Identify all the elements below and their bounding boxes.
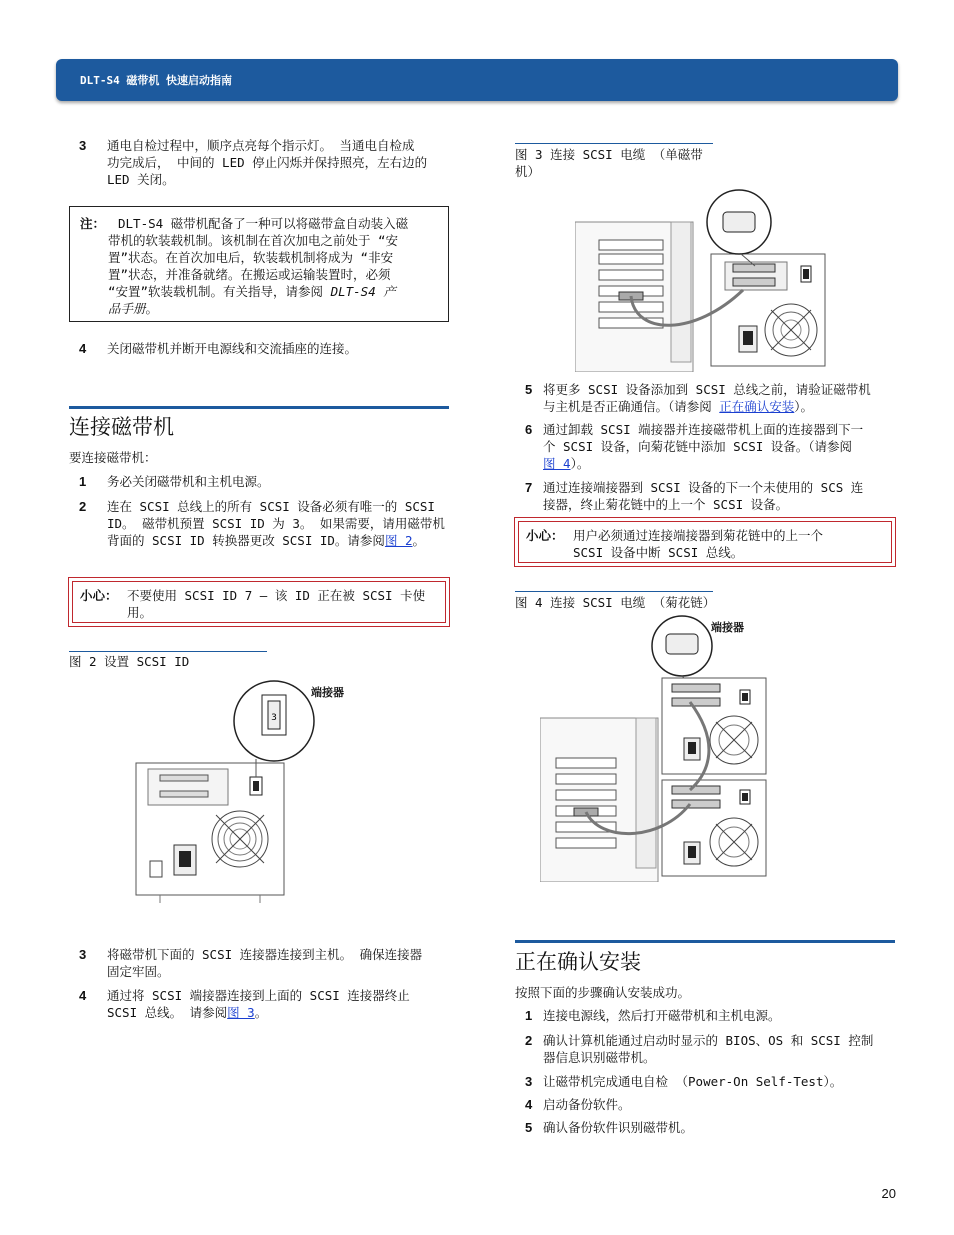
step-number: 4 [79,341,87,356]
caution-box [514,517,896,567]
step-line: 器信息识别磁带机。 [543,1050,656,1065]
step-number: 3 [79,947,87,962]
section-rule [515,940,895,943]
note-box [69,206,449,322]
step-number: 5 [525,1120,533,1135]
section-rule [69,406,449,409]
note-line: “安置”软装载机制。有关指导，请参阅 [108,284,331,299]
step-number: 1 [79,474,87,489]
header-title: DLT-S4 磁带机 快速启动指南 [80,74,232,87]
step-line: 功完成后， 中间的 LED 停止闪烁并保持照亮，左右边的 [107,155,428,170]
section-intro: 按照下面的步骤确认安装成功。 [515,985,691,1000]
figure-caption: 图 2 设置 SCSI ID [69,654,190,669]
step-number: 1 [525,1008,533,1023]
step-line: 个 SCSI 设备，向菊花链中添加 SCSI 设备。（请参阅 [543,439,853,454]
step-line: ID。 磁带机预置 SCSI ID 为 3。 如果需要，请用磁带机 [107,516,445,531]
caution-label: 小心： [526,528,564,543]
step-line: 与主机是否正确通信。（请参阅 [543,399,720,414]
step-line: 接器，终止菊花链中的上一个 SCSI 设备。 [543,497,789,512]
step-line: SCSI 总线。 请参阅 [107,1005,228,1020]
step-number: 4 [79,988,87,1003]
figure-rule [69,651,267,652]
step-line: 背面的 SCSI ID 转换器更改 SCSI ID。请参阅 [107,533,385,548]
caution-box [68,577,450,627]
note-line: 置”状态。在首次加电后，软装载机制将成为 “非安 [108,250,394,265]
note-label: 注： [80,216,106,231]
caution-line: SCSI 设备中断 SCSI 总线。 [573,545,744,560]
step-line: LED 关闭。 [107,172,175,187]
section-title: 正在确认安装 [515,950,641,974]
note-line: 带机的软装载机制。该机制在首次加电之前处于 “安 [108,233,399,248]
step-text: 启动备份软件。 [543,1097,631,1112]
caption-line: 图 3 连接 SCSI 电缆 （单磁带 [515,147,703,162]
step-number: 5 [525,382,533,397]
step-line: 通过将 SCSI 端接器连接到上面的 SCSI 连接器终止 [107,988,410,1003]
figure-link[interactable]: 图 4 [543,456,571,471]
figure-link[interactable]: 图 3 [227,1005,255,1020]
note-end: 。 [145,301,159,316]
caution-line: 不要使用 SCSI ID 7 — 该 ID 正在被 SCSI 卡使 [127,588,426,603]
step-text: 确认备份软件识别磁带机。 [543,1120,694,1135]
caption-line: 机） [515,164,541,179]
figure-2-illustration [130,675,370,907]
caution-label: 小心： [80,588,118,603]
step-number: 4 [525,1097,533,1112]
step-text: 务必关闭磁带机和主机电源。 [107,474,270,489]
figure-id-digit: 3 [271,713,277,723]
figure-4-illustration [540,612,780,882]
step-number: 3 [525,1074,533,1089]
figure-3-illustration [575,186,835,372]
figure-rule [515,591,713,592]
figure-label: 端接器 [311,686,344,699]
step-number: 3 [79,138,87,153]
section-link[interactable]: 正在确认安装 [719,399,795,414]
step-number: 6 [525,422,533,437]
step-line: 固定牢固。 [107,964,170,979]
step-line: 连在 SCSI 总线上的所有 SCSI 设备必须有唯一的 SCSI [107,499,435,514]
step-end: 。 [412,533,426,548]
step-number: 7 [525,480,533,495]
step-line: 将更多 SCSI 设备添加到 SCSI 总线之前，请验证磁带机 [543,382,871,397]
section-intro: 要连接磁带机： [69,450,157,465]
step-number: 2 [79,499,87,514]
page-number: 20 [881,1186,896,1201]
note-line: 置”状态，并准备就绪。在搬运或运输装置时，必须 [108,267,391,282]
step-line: 通过连接端接器到 SCSI 设备的下一个未使用的 SCS 连 [543,480,864,495]
step-line: 通过卸载 SCSI 端接器并连接磁带机上面的连接器到下一 [543,422,864,437]
figure-rule [515,143,713,144]
note-ref: 品手册 [108,301,146,316]
step-line: 将磁带机下面的 SCSI 连接器连接到主机。 确保连接器 [107,947,423,962]
figure-link[interactable]: 图 2 [384,533,413,548]
header-bar [56,59,898,101]
step-end: 。 [254,1005,268,1020]
caution-line: 用户必须通过连接端接器到菊花链中的上一个 [573,528,824,543]
figure-caption: 图 4 连接 SCSI 电缆 （菊花链） [515,595,716,610]
step-text: 让磁带机完成通电自检 （Power-On Self-Test）。 [543,1074,843,1089]
figure-caption [515,146,703,180]
figure-label: 端接器 [711,621,744,634]
note-ref: DLT-S4 产 [330,284,396,299]
step-number: 2 [525,1033,533,1048]
step-text: 关闭磁带机并断开电源线和交流插座的连接。 [107,341,358,356]
step-end: ）。 [570,456,590,471]
step-line: 通电自检过程中，顺序点亮每个指示灯。 当通电自检成 [107,138,415,153]
step-line: 确认计算机能通过启动时显示的 BIOS、OS 和 SCSI 控制 [543,1033,874,1048]
note-line: DLT-S4 磁带机配备了一种可以将磁带盒自动装入磁 [118,216,409,231]
step-text: 连接电源线，然后打开磁带机和主机电源。 [543,1008,781,1023]
section-title: 连接磁带机 [69,415,174,439]
step-end: ）。 [794,399,814,414]
caution-line: 用。 [127,605,153,620]
